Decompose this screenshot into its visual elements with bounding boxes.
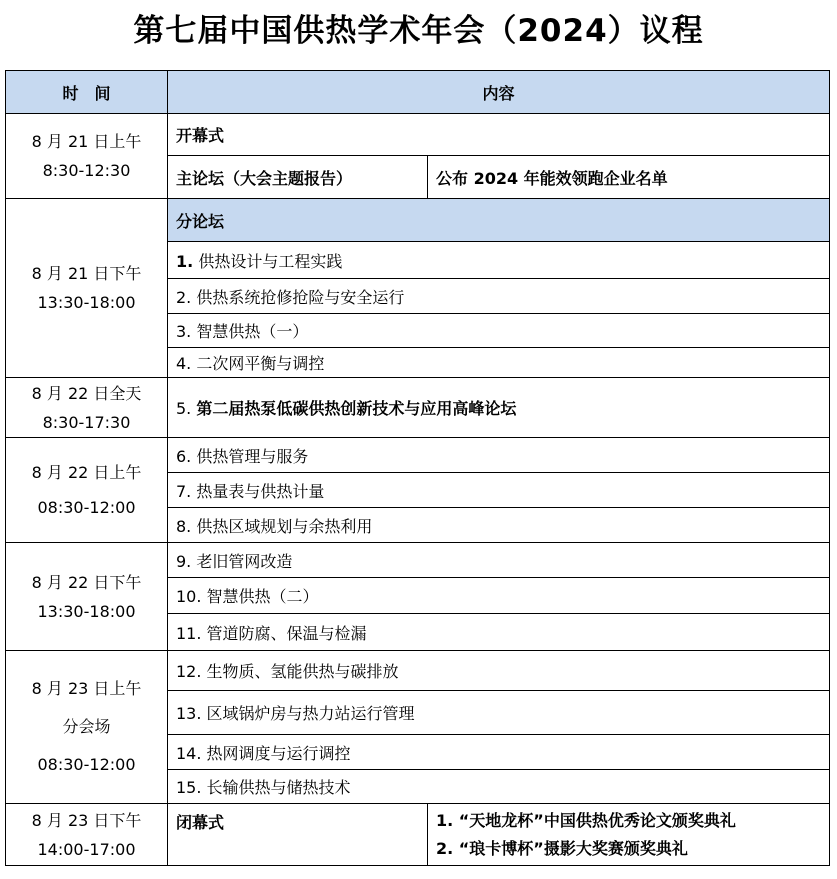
session-item: 5. 第二届热泵低碳供热创新技术与应用高峰论坛 [168, 378, 830, 438]
award-ceremonies [428, 804, 830, 866]
session-item: 10. 智慧供热（二） [168, 578, 830, 614]
agenda-table [5, 70, 830, 866]
award-item: 1. “天地龙杯”中国供热优秀论文颁奖典礼 [436, 810, 736, 830]
time-cell: 8 月 22 日上午 08:30-12:00 [6, 438, 168, 543]
time-cell: 8 月 21 日下午 13:30-18:00 [6, 199, 168, 378]
efficiency-leaders-announcement: 公布 2024 年能效领跑企业名单 [428, 156, 830, 199]
table-row [6, 199, 830, 242]
time-cell: 8 月 22 日全天 8:30-17:30 [6, 378, 168, 438]
table-row [6, 114, 830, 156]
time-cell: 8 月 23 日下午 14:00-17:00 [6, 804, 168, 866]
time-column-header: 时 间 [6, 71, 168, 114]
session-item: 6. 供热管理与服务 [168, 438, 830, 473]
closing-ceremony: 闭幕式 [168, 804, 428, 866]
table-row [6, 651, 830, 691]
session-item: 9. 老旧管网改造 [168, 543, 830, 578]
time-cell: 8 月 21 日上午 8:30-12:30 [6, 114, 168, 199]
session-item: 2. 供热系统抢修抢险与安全运行 [168, 279, 830, 314]
time-cell: 8 月 23 日上午 分会场 08:30-12:00 [6, 651, 168, 804]
award-item: 2. “琅卡博杯”摄影大奖赛颁奖典礼 [436, 838, 688, 858]
session-item: 11. 管道防腐、保温与检漏 [168, 614, 830, 651]
session-item: 3. 智慧供热（一） [168, 314, 830, 348]
session-item: 1. 供热设计与工程实践 [168, 242, 830, 279]
content-column-header: 内容 [168, 71, 830, 114]
session-item: 4. 二次网平衡与调控 [168, 348, 830, 378]
session-item: 13. 区域锅炉房与热力站运行管理 [168, 691, 830, 735]
session-item: 15. 长输供热与储热技术 [168, 770, 830, 804]
plenary-forum: 主论坛（大会主题报告） [168, 156, 428, 199]
session-item: 14. 热网调度与运行调控 [168, 735, 830, 770]
session-item: 8. 供热区域规划与余热利用 [168, 508, 830, 543]
table-row [6, 804, 830, 866]
time-cell: 8 月 22 日下午 13:30-18:00 [6, 543, 168, 651]
opening-ceremony: 开幕式 [168, 114, 830, 156]
table-row [6, 378, 830, 438]
table-row [6, 543, 830, 578]
table-header-row [6, 71, 830, 114]
page-title: 第七届中国供热学术年会（2024）议程 [133, 13, 704, 49]
table-row [6, 438, 830, 473]
session-item: 7. 热量表与供热计量 [168, 473, 830, 508]
session-item: 12. 生物质、氢能供热与碳排放 [168, 651, 830, 691]
sub-forum-header: 分论坛 [168, 199, 830, 242]
